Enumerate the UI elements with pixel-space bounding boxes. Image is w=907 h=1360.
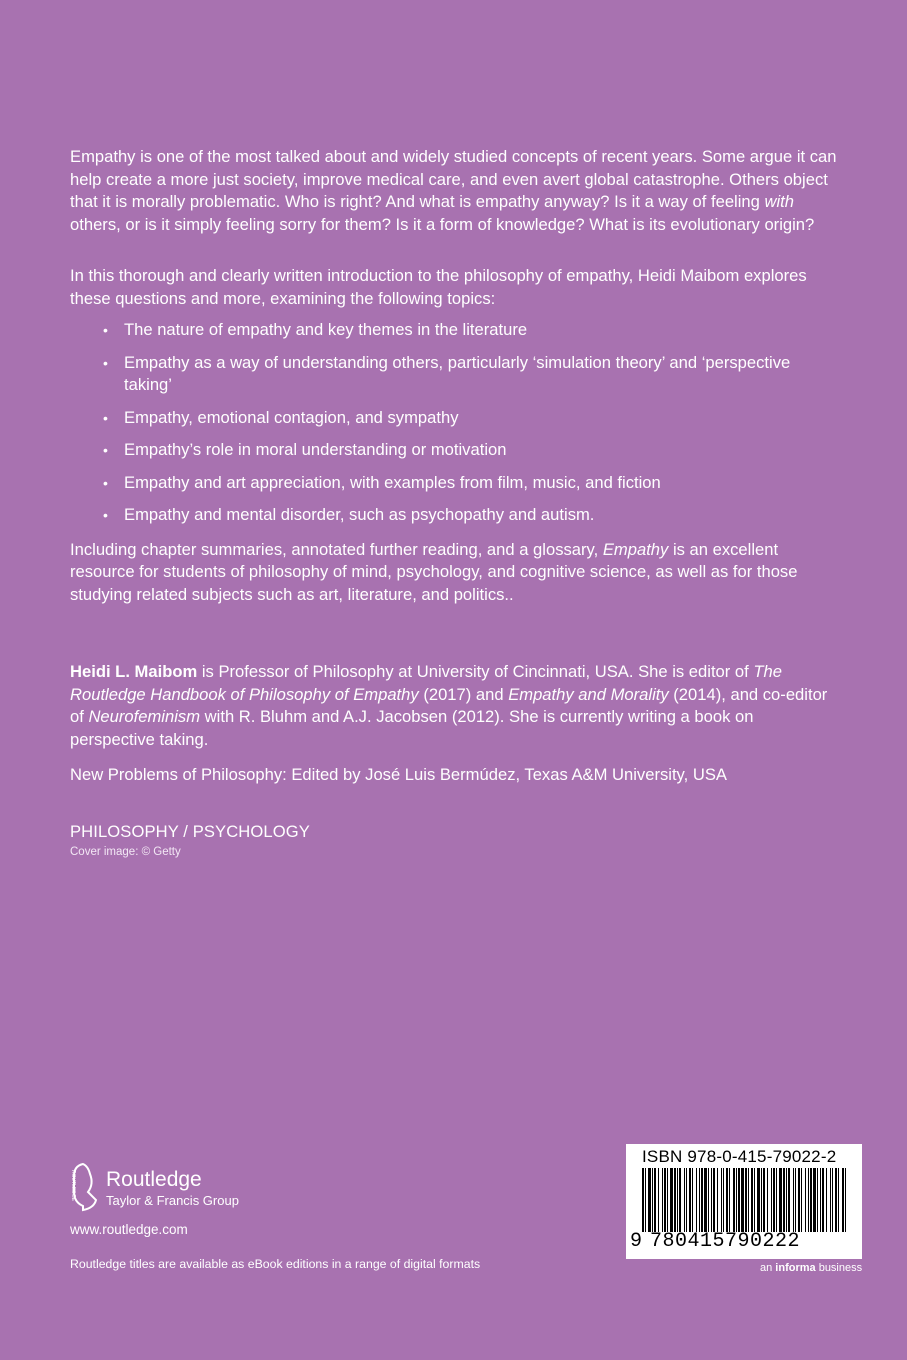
back-cover-text [70, 146, 840, 860]
barcode-bar [783, 1168, 785, 1232]
isbn-barcode-box: ISBN 978-0-415-79022-2 9 780415790222 [626, 1144, 862, 1259]
barcode-bar [689, 1168, 691, 1232]
barcode-bar [842, 1168, 844, 1232]
publisher-url: www.routledge.com [70, 1222, 188, 1237]
barcode-bar [708, 1168, 709, 1232]
barcode-bar [810, 1168, 812, 1232]
author-bio: Heidi L. Maibom is Professor of Philosophy at University of Cincinnati, USA. She is editor of The Routledge Handbook of Philosophy of Empathy (2017) and Empathy and Morality (2014), and co-editor of Neurofeminism with R. Bluhm and A.J. Jacobsen (2012). She is currently writing a book on perspective taking. [70, 662, 828, 749]
cover-credit: Cover image: © Getty [70, 846, 181, 858]
barcode-bar [679, 1168, 681, 1232]
barcode-bar [686, 1168, 687, 1232]
barcode-bar [642, 1168, 644, 1232]
barcode-bar [830, 1168, 831, 1232]
publisher-block [70, 1162, 239, 1237]
barcode-bar [738, 1168, 740, 1232]
resource-paragraph: Including chapter summaries, annotated further reading, and a glossary, Empathy is an excellent resource for students of philosophy of mind, psychology, and cognitive science, as well as for those studying related subjects such as art, literature, and politics.. [70, 539, 798, 604]
barcode-bar [721, 1168, 722, 1232]
barcode-bar [776, 1168, 777, 1232]
barcode-bar [696, 1168, 697, 1232]
publisher-group: Taylor & Francis Group [106, 1193, 239, 1208]
barcode-bar [838, 1168, 839, 1232]
barcode-bar [717, 1168, 718, 1232]
routledge-mark-icon [70, 1162, 100, 1212]
list-item: • Empathy and art appreciation, with examples from film, music, and fiction [103, 472, 661, 492]
barcode-bar [654, 1168, 656, 1232]
barcode-bar [813, 1168, 816, 1232]
barcode-bar [713, 1168, 715, 1232]
barcode-bar [699, 1168, 700, 1232]
barcode-bar [692, 1168, 693, 1232]
barcode-bar [748, 1168, 749, 1232]
barcode-bar [771, 1168, 772, 1232]
barcode-bar [786, 1168, 787, 1232]
subject-category: PHILOSOPHY / PSYCHOLOGY [70, 821, 310, 841]
barcode-bar [788, 1168, 790, 1232]
barcode-bar [754, 1168, 755, 1232]
routledge-logo [70, 1162, 239, 1212]
barcode-bar [767, 1168, 768, 1232]
barcode-bar [757, 1168, 760, 1232]
barcode-bar [684, 1168, 685, 1232]
barcode-bar [820, 1168, 821, 1232]
barcode-bar [763, 1168, 765, 1232]
list-item: • Empathy, emotional contagion, and sympathy [103, 407, 459, 427]
barcode-bar [795, 1168, 796, 1232]
barcode-bar [726, 1168, 728, 1232]
svg-text:ROUTLEDGE: ROUTLEDGE [70, 1170, 76, 1202]
barcode-bar [723, 1168, 724, 1232]
barcode-bar [798, 1168, 800, 1232]
barcode-bar [670, 1168, 673, 1232]
barcode-bar [741, 1168, 744, 1232]
barcode-bar [832, 1168, 833, 1232]
publisher-name: Routledge [106, 1168, 202, 1191]
barcode-bar [677, 1168, 678, 1232]
list-item: • Empathy as a way of understanding others, particularly ‘simulation theory’ and ‘perspective taking’ [103, 352, 791, 394]
barcode-bar [793, 1168, 794, 1232]
barcode-bar [648, 1168, 651, 1232]
barcode-bar [826, 1168, 827, 1232]
barcode-bar [667, 1168, 668, 1232]
list-item: • Empathy and mental disorder, such as psychopathy and autism. [103, 505, 595, 524]
barcode-bar [658, 1168, 659, 1232]
barcode-bar [704, 1168, 707, 1232]
barcode-bar [711, 1168, 712, 1232]
intro-paragraph: Empathy is one of the most talked about and widely studied concepts of recent years. Some argue it can help create a more just society, improve medical care, and even avert global catastrophe. Others object that it is morally problematic. Who is right? And what is empathy anyway? Is it a way of feeling with others, or is it simply feeling sorry for them? Is it a form of knowledge? What is its evolutionary origin? [70, 147, 837, 234]
barcode-bar [761, 1168, 762, 1232]
barcode-bar [773, 1168, 775, 1232]
barcode-bar [674, 1168, 676, 1232]
barcode-bar [664, 1168, 666, 1232]
barcode-bar [845, 1168, 846, 1232]
topic-list [70, 319, 840, 527]
barcode-bar [733, 1168, 735, 1232]
barcode-bar [822, 1168, 824, 1232]
barcode-bar [751, 1168, 753, 1232]
barcode-bar [808, 1168, 809, 1232]
list-item: • Empathy’s role in moral understanding or motivation [103, 440, 507, 459]
barcode-bar [662, 1168, 663, 1232]
barcode-bar [779, 1168, 782, 1232]
barcode-bar [817, 1168, 818, 1232]
barcode-bar [745, 1168, 747, 1232]
ebook-availability: Routledge titles are available as eBook editions in a range of digital formats [70, 1257, 481, 1271]
list-item: • The nature of empathy and key themes in the literature [103, 320, 528, 339]
barcode-bar [652, 1168, 653, 1232]
barcode-bar [645, 1168, 646, 1232]
informa-tagline: an informa business [760, 1262, 863, 1274]
barcode-bar [736, 1168, 737, 1232]
topics-intro: In this thorough and clearly written introduction to the philosophy of empathy, Heidi Maibom explores these questions and more, examining the following topics: [70, 266, 807, 308]
barcode-bar [835, 1168, 837, 1232]
series-line: New Problems of Philosophy: Edited by José Luis Bermúdez, Texas A&M University, USA [70, 765, 727, 784]
barcode-bar [801, 1168, 802, 1232]
barcode-bar [805, 1168, 806, 1232]
isbn-label: ISBN 978-0-415-79022-2 [642, 1147, 837, 1166]
barcode-bar [729, 1168, 730, 1232]
barcode [642, 1168, 846, 1232]
barcode-bar [701, 1168, 703, 1232]
